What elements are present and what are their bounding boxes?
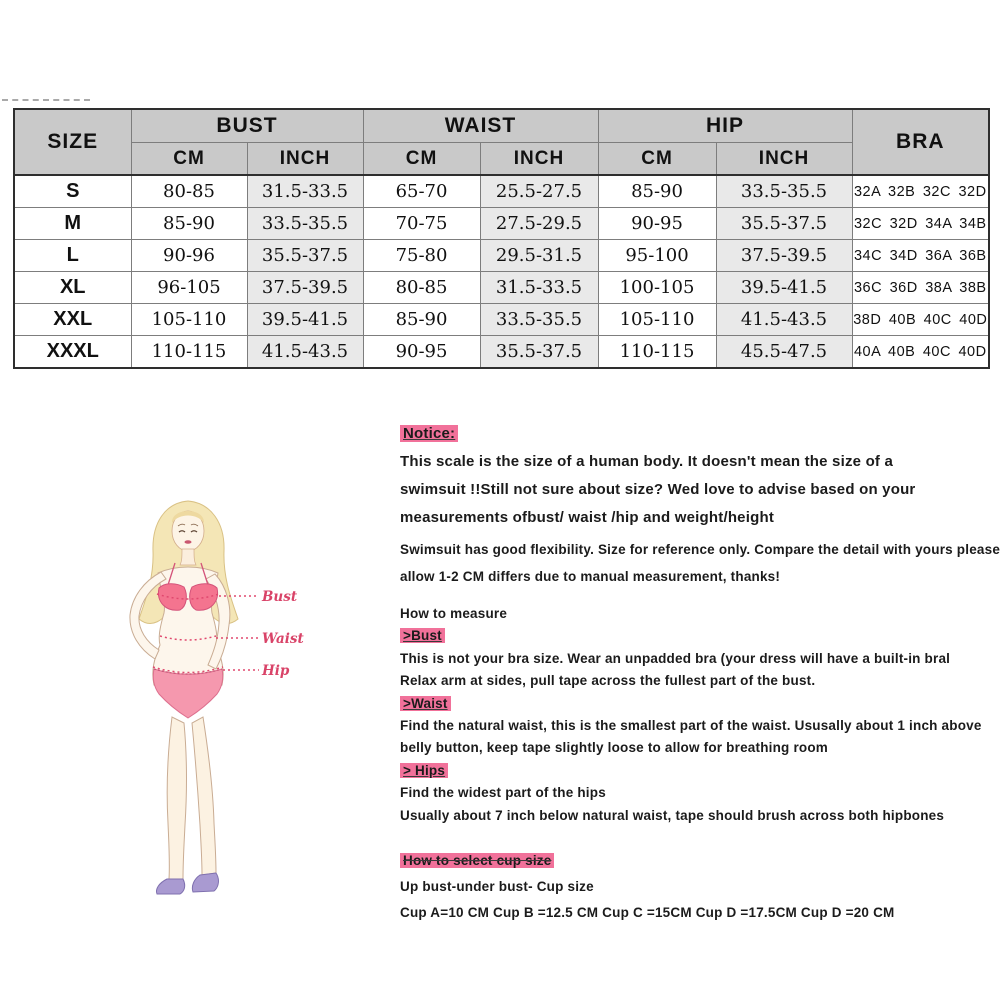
table-cell-hip-inch: 37.5-39.5 [716, 240, 852, 272]
table-cell-hip-inch: 35.5-37.5 [716, 208, 852, 240]
waist-heading: >Waist [400, 696, 451, 711]
table-cell-waist-inch: 33.5-35.5 [480, 304, 598, 336]
notice-line: swimsuit !!Still not sure about size? Wed love to advise based on your [400, 481, 916, 498]
hips-instruction: Find the widest part of the hips [400, 785, 606, 801]
col-subheader-hip-cm: CM [598, 143, 716, 176]
size-chart-table [13, 108, 990, 369]
table-row [14, 336, 989, 369]
table-cell-size: XXL [14, 304, 131, 336]
table-cell-bust-inch: 35.5-37.5 [247, 240, 363, 272]
col-subheader-waist-inch: INCH [480, 143, 598, 176]
cup-size-title: How to select cup size [400, 853, 554, 868]
how-to-measure-title: How to measure [400, 606, 508, 621]
flexibility-note [400, 536, 1000, 590]
table-cell-bust-cm: 105-110 [131, 304, 247, 336]
col-subheader-hip-inch: INCH [716, 143, 852, 176]
col-subheader-bust-cm: CM [131, 143, 247, 176]
table-row [14, 304, 989, 336]
col-header-size: SIZE [14, 109, 131, 175]
table-cell-bust-cm: 80-85 [131, 175, 247, 208]
table-cell-bra: 38D 40B 40C 40D [852, 304, 989, 336]
table-cell-size: M [14, 208, 131, 240]
bust-label: Bust [262, 589, 298, 605]
table-cell-bust-inch: 39.5-41.5 [247, 304, 363, 336]
col-subheader-waist-cm: CM [363, 143, 480, 176]
notice-section [400, 420, 980, 532]
flexibility-line: allow 1-2 CM differs due to manual measurement, thanks! [400, 569, 781, 584]
dashed-line-decoration [2, 99, 90, 101]
hips-heading: > Hips [400, 763, 448, 778]
flexibility-line: Swimsuit has good flexibility. Size for reference only. Compare the detail with yours please [400, 542, 1000, 557]
table-cell-hip-cm: 105-110 [598, 304, 716, 336]
table-cell-hip-inch: 33.5-35.5 [716, 175, 852, 208]
notice-title: Notice: [400, 425, 458, 442]
table-cell-hip-cm: 95-100 [598, 240, 716, 272]
table-cell-hip-inch: 39.5-41.5 [716, 272, 852, 304]
table-cell-waist-cm: 70-75 [363, 208, 480, 240]
table-cell-waist-cm: 75-80 [363, 240, 480, 272]
table-row [14, 208, 989, 240]
table-cell-hip-inch: 45.5-47.5 [716, 336, 852, 369]
waist-instruction: Find the natural waist, this is the smallest part of the waist. Ususally about 1 inch above [400, 718, 982, 734]
table-cell-bust-inch: 31.5-33.5 [247, 175, 363, 208]
table-cell-hip-cm: 100-105 [598, 272, 716, 304]
table-cell-waist-inch: 31.5-33.5 [480, 272, 598, 304]
table-cell-bust-inch: 41.5-43.5 [247, 336, 363, 369]
table-cell-bra: 36C 36D 38A 38B [852, 272, 989, 304]
table-cell-bust-cm: 90-96 [131, 240, 247, 272]
table-cell-bra: 34C 34D 36A 36B [852, 240, 989, 272]
col-subheader-bust-inch: INCH [247, 143, 363, 176]
measurement-figure [95, 495, 325, 915]
waist-label: Waist [262, 631, 304, 647]
table-cell-bust-cm: 110-115 [131, 336, 247, 369]
table-cell-hip-cm: 85-90 [598, 175, 716, 208]
cup-size-line: Up bust-under bust- Cup size [400, 879, 594, 894]
notice-line: measurements ofbust/ waist /hip and weight/height [400, 509, 775, 526]
bust-instruction: Relax arm at sides, pull tape across the fullest part of the bust. [400, 673, 816, 689]
table-cell-bust-inch: 33.5-35.5 [247, 208, 363, 240]
hip-label: Hip [262, 663, 290, 679]
hips-instruction: Usually about 7 inch below natural waist, tape should brush across both hipbones [400, 807, 945, 823]
table-cell-bra: 40A 40B 40C 40D [852, 336, 989, 369]
notice-line: This scale is the size of a human body. It doesn't mean the size of a [400, 453, 894, 470]
bust-instruction: This is not your bra size. Wear an unpadded bra (your dress will have a built-in bral [400, 650, 951, 666]
table-cell-size: XXXL [14, 336, 131, 369]
col-header-hip: HIP [598, 109, 852, 143]
table-cell-waist-inch: 27.5-29.5 [480, 208, 598, 240]
table-cell-bra: 32C 32D 34A 34B [852, 208, 989, 240]
table-cell-waist-inch: 35.5-37.5 [480, 336, 598, 369]
how-to-measure-section [400, 603, 1000, 827]
table-row [14, 240, 989, 272]
woman-sketch-illustration [95, 495, 325, 915]
table-cell-waist-cm: 85-90 [363, 304, 480, 336]
table-cell-bust-inch: 37.5-39.5 [247, 272, 363, 304]
cup-size-section [400, 848, 1000, 926]
table-cell-waist-cm: 90-95 [363, 336, 480, 369]
table-row [14, 272, 989, 304]
table-cell-size: L [14, 240, 131, 272]
col-header-waist: WAIST [363, 109, 598, 143]
table-cell-waist-cm: 65-70 [363, 175, 480, 208]
waist-instruction: belly button, keep tape slightly loose to allow for breathing room [400, 740, 828, 756]
col-header-bra: BRA [852, 109, 989, 175]
cup-size-line: Cup A=10 CM Cup B =12.5 CM Cup C =15CM Cup D =17.5CM Cup D =20 CM [400, 905, 895, 920]
table-cell-waist-inch: 25.5-27.5 [480, 175, 598, 208]
table-cell-bust-cm: 96-105 [131, 272, 247, 304]
table-cell-hip-inch: 41.5-43.5 [716, 304, 852, 336]
table-cell-waist-cm: 80-85 [363, 272, 480, 304]
table-cell-size: XL [14, 272, 131, 304]
table-cell-size: S [14, 175, 131, 208]
table-cell-waist-inch: 29.5-31.5 [480, 240, 598, 272]
table-row [14, 175, 989, 208]
size-table-body [14, 175, 989, 368]
bust-heading: >Bust [400, 628, 445, 643]
col-header-bust: BUST [131, 109, 363, 143]
table-cell-bra: 32A 32B 32C 32D [852, 175, 989, 208]
table-cell-bust-cm: 85-90 [131, 208, 247, 240]
table-cell-hip-cm: 110-115 [598, 336, 716, 369]
table-cell-hip-cm: 90-95 [598, 208, 716, 240]
